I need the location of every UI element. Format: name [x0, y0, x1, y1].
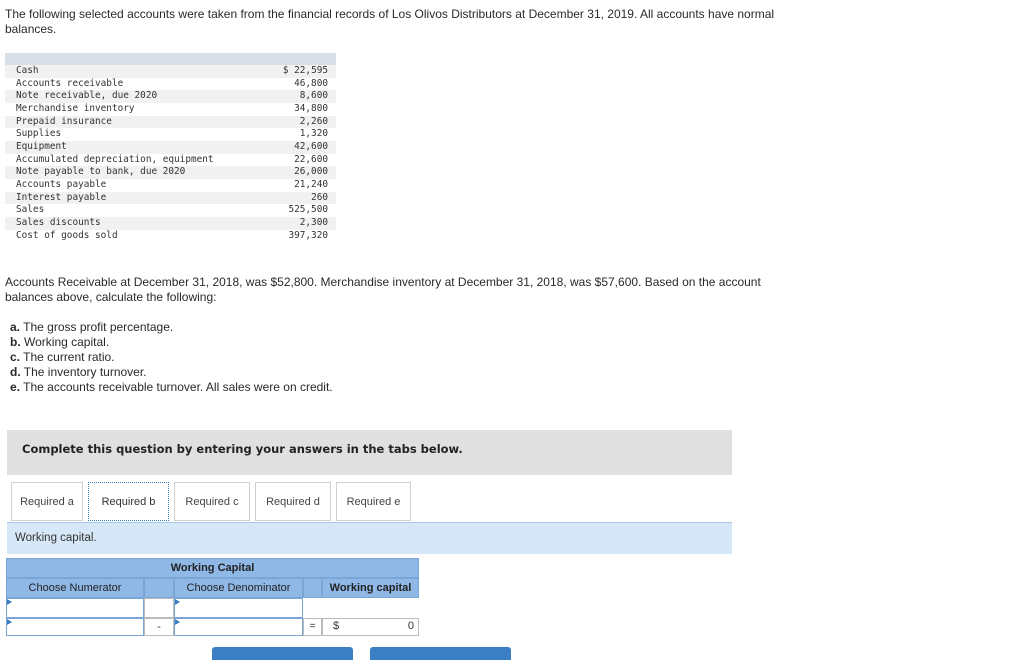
- operator-header: [144, 578, 174, 598]
- account-amount: 397,320: [269, 230, 336, 243]
- account-amount: 42,600: [269, 141, 336, 154]
- accounts-table-header-bar: [5, 53, 336, 65]
- next-button[interactable]: [370, 647, 511, 660]
- denominator-select[interactable]: [174, 598, 303, 618]
- accounts-table: [5, 53, 336, 242]
- prev-button[interactable]: [212, 647, 353, 660]
- denominator-header: Choose Denominator: [174, 578, 303, 598]
- account-row: [5, 192, 336, 205]
- numerator-select[interactable]: [6, 598, 144, 618]
- account-name: Accounts payable: [5, 179, 269, 192]
- account-amount: 26,000: [269, 166, 336, 179]
- equals-sign: =: [303, 618, 322, 636]
- account-amount: 2,300: [269, 217, 336, 230]
- account-name: Interest payable: [5, 192, 269, 205]
- result-header: Working capital: [322, 578, 419, 598]
- account-row: [5, 204, 336, 217]
- tab-panel-heading: [7, 522, 732, 554]
- minus-operator: -: [144, 618, 174, 636]
- requirement-item: b. Working capital.: [10, 335, 110, 349]
- account-name: Supplies: [5, 128, 269, 141]
- account-name: Sales: [5, 204, 269, 217]
- account-row: [5, 230, 336, 243]
- result-field: [322, 618, 419, 636]
- tab-required-e[interactable]: Required e: [336, 482, 411, 521]
- account-row: [5, 154, 336, 167]
- account-row: [5, 179, 336, 192]
- account-amount: 8,600: [269, 90, 336, 103]
- account-amount: 260: [269, 192, 336, 205]
- tab-required-a[interactable]: Required a: [11, 482, 83, 521]
- requirement-item: c. The current ratio.: [10, 350, 115, 364]
- account-amount: 2,260: [269, 116, 336, 129]
- account-name: Merchandise inventory: [5, 103, 269, 116]
- account-row: [5, 141, 336, 154]
- account-row: [5, 78, 336, 91]
- account-name: Accounts receivable: [5, 78, 269, 91]
- account-name: Note receivable, due 2020: [5, 90, 269, 103]
- problem-intro: The following selected accounts were taken from the financial records of Los Olivos Distributors at December 31, 2019. All accounts have normal balances.: [5, 7, 775, 36]
- account-name: Prepaid insurance: [5, 116, 269, 129]
- numerator-header: Choose Numerator: [6, 578, 144, 598]
- account-name: Equipment: [5, 141, 269, 154]
- account-row: [5, 65, 336, 78]
- account-amount: 1,320: [269, 128, 336, 141]
- operator-cell: [144, 598, 174, 618]
- tab-required-b[interactable]: Required b: [88, 482, 169, 521]
- account-row: [5, 217, 336, 230]
- tab-required-d[interactable]: Required d: [255, 482, 331, 521]
- account-name: Note payable to bank, due 2020: [5, 166, 269, 179]
- account-name: Cost of goods sold: [5, 230, 269, 243]
- currency-symbol: $: [333, 620, 340, 632]
- account-row: [5, 166, 336, 179]
- empty-cell: [303, 598, 419, 618]
- account-row: [5, 90, 336, 103]
- account-row: [5, 128, 336, 141]
- section-label: Working capital.: [15, 532, 97, 544]
- account-amount: $ 22,595: [269, 65, 336, 78]
- account-row: [5, 103, 336, 116]
- requirement-item: e. The accounts receivable turnover. All sales were on credit.: [10, 380, 333, 394]
- account-amount: 525,500: [269, 204, 336, 217]
- account-amount: 22,600: [269, 154, 336, 167]
- account-name: Accumulated depreciation, equipment: [5, 154, 269, 167]
- denominator-input[interactable]: [174, 618, 303, 636]
- account-amount: 34,800: [269, 103, 336, 116]
- tab-required-c[interactable]: Required c: [174, 482, 250, 521]
- problem-paragraph: Accounts Receivable at December 31, 2018, was $52,800. Merchandise inventory at December 31, 2018, was $57,600. Based on the account balances above, calculate the following:: [5, 275, 761, 304]
- instruction-text: Complete this question by entering your answers in the tabs below.: [22, 442, 463, 456]
- result-value: 0: [407, 620, 414, 632]
- requirement-item: d. The inventory turnover.: [10, 365, 147, 379]
- numerator-input[interactable]: [6, 618, 144, 636]
- account-name: Sales discounts: [5, 217, 269, 230]
- account-name: Cash: [5, 65, 269, 78]
- account-amount: 21,240: [269, 179, 336, 192]
- table-title: Working Capital: [6, 558, 419, 578]
- instruction-banner: [7, 430, 732, 475]
- equals-header: [303, 578, 322, 598]
- account-row: [5, 116, 336, 129]
- account-amount: 46,800: [269, 78, 336, 91]
- requirements-list: [10, 320, 333, 395]
- requirement-item: a. The gross profit percentage.: [10, 320, 174, 334]
